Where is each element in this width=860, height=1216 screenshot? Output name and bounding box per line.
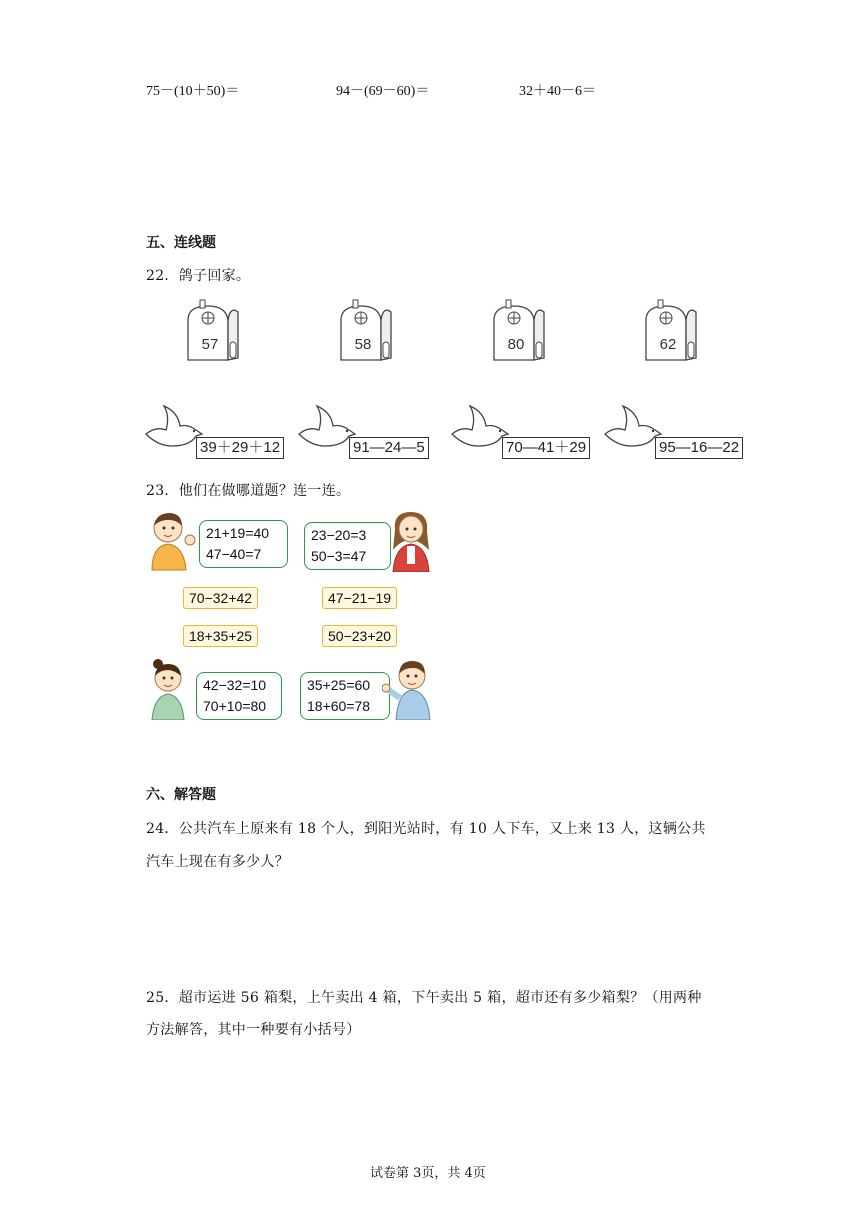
equation-1: 75－(10＋50)＝ — [146, 84, 240, 99]
bubble-line: 50−3=47 — [311, 548, 367, 564]
speech-bubble-top-left — [199, 520, 288, 568]
question-23-label: 23．他们在做哪道题？连一连。 — [146, 483, 351, 499]
house-icon — [186, 298, 242, 362]
option-right-2: 50−23+20 — [322, 625, 397, 647]
house-icon — [644, 298, 700, 362]
bubble-line: 42−32=10 — [203, 677, 267, 693]
question-24-line-1: 24．公共汽车上原来有 18 个人，到阳光站时，有 10 人下车，又上来 13 人，这辆公共 — [146, 821, 706, 837]
bubble-line: 21+19=40 — [206, 525, 270, 541]
dove-icon — [144, 404, 204, 448]
house-icon — [492, 298, 548, 362]
bird-expression: 91—24—5 — [349, 437, 429, 459]
bird-expression: 95—16—22 — [655, 437, 743, 459]
page-footer: 试卷第 3页，共 4页 — [370, 1166, 486, 1181]
house-number: 58 — [354, 336, 372, 353]
option-left-2: 18+35+25 — [183, 625, 258, 647]
house-icon — [339, 298, 395, 362]
bubble-line: 47−40=7 — [206, 546, 262, 562]
house-number: 57 — [201, 336, 219, 353]
bubble-line: 35+25=60 — [307, 677, 371, 693]
question-22-label: 22．鸽子回家。 — [146, 268, 251, 284]
dove-icon — [297, 404, 357, 448]
bubble-line: 18+60=78 — [307, 698, 371, 714]
speech-bubble-bottom-right — [300, 672, 390, 720]
equation-3: 32＋40－6＝ — [519, 84, 596, 99]
option-right-1: 47−21−19 — [322, 587, 397, 609]
dove-icon — [603, 404, 663, 448]
question-25-line-1: 25．超市运进 56 箱梨，上午卖出 4 箱，下午卖出 5 箱，超市还有多少箱梨？（用两种 — [146, 990, 702, 1006]
section-heading-5: 五、连线题 — [146, 235, 216, 251]
bird-expression: 39＋29＋12 — [196, 437, 284, 459]
boy-illustration — [146, 510, 200, 572]
question-24-line-2: 汽车上现在有多少人？ — [146, 854, 289, 870]
speech-bubble-bottom-left — [196, 672, 282, 720]
dove-icon — [450, 404, 510, 448]
section-heading-6: 六、解答题 — [146, 787, 216, 803]
question-25-line-2: 方法解答，其中一种要有小括号） — [146, 1022, 361, 1038]
house-number: 62 — [659, 336, 677, 353]
bubble-line: 23−20=3 — [311, 527, 367, 543]
girl-illustration-2 — [146, 658, 200, 720]
bird-expression: 70—41＋29 — [502, 437, 590, 459]
bubble-line: 70+10=80 — [203, 698, 267, 714]
speech-bubble-top-right — [304, 522, 391, 570]
girl-illustration — [385, 510, 439, 572]
equation-2: 94－(69－60)＝ — [336, 84, 430, 99]
boy-illustration-2 — [382, 658, 436, 720]
option-left-1: 70−32+42 — [183, 587, 258, 609]
house-number: 80 — [507, 336, 525, 353]
